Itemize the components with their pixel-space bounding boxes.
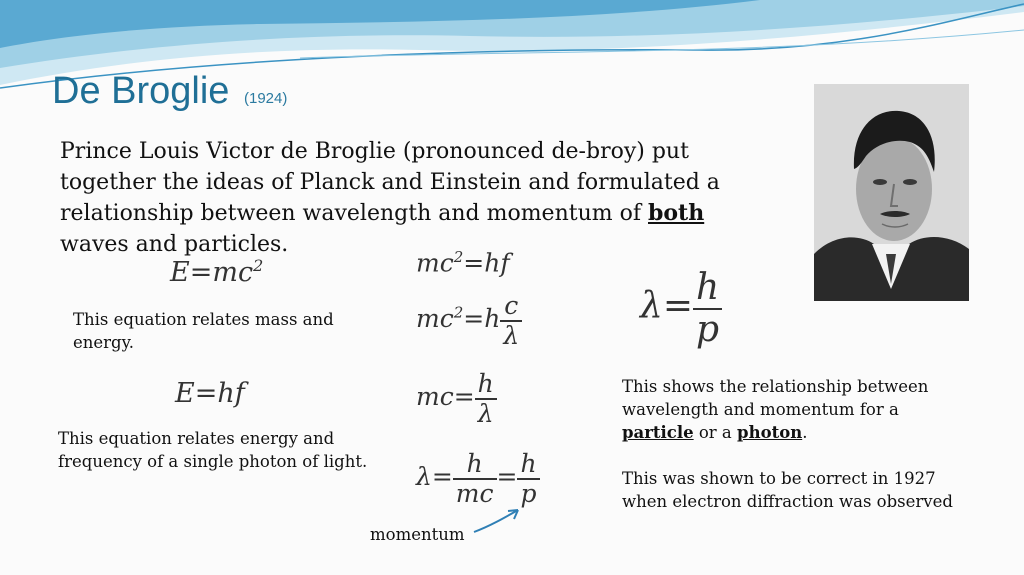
momentum-arrow — [470, 500, 530, 540]
slide-title — [52, 70, 287, 113]
equation-lambda-h-p: λ= $\frac{h}{p}$ — [640, 268, 722, 349]
particle-word: particle — [622, 423, 694, 442]
intro-text-end: waves and particles. — [60, 232, 289, 257]
equation-e-mc2: $E=mc^2$ — [170, 256, 264, 288]
portrait-photo — [814, 84, 969, 301]
intro-paragraph — [60, 136, 760, 260]
momentum-label: momentum — [370, 525, 465, 544]
intro-text-start: Prince Louis Victor de Broglie (pronounced de-broy) put together the ideas of Planck and Einstein and formulated a relationship between wavelength and momentum of — [60, 139, 720, 226]
note-relationship: This shows the relationship between wavelength and momentum for a particle or a photon. — [622, 377, 929, 442]
equation-mc2-hc-lambda: $mc^2=h$ $\frac{c}{\lambda}$ — [416, 292, 522, 349]
photon-word: photon — [737, 423, 803, 442]
equation-mc-h-lambda: mc= $\frac{h}{\lambda}$ — [416, 370, 497, 427]
intro-emphasis: both — [648, 200, 705, 226]
title-text: De Broglie — [52, 70, 230, 112]
note-energy-frequency: This equation relates energy and frequency of a single photon of light. — [58, 429, 368, 471]
note-electron-diffraction: This was shown to be correct in 1927 when electron diffraction was observed — [622, 469, 953, 511]
equation-mc2-hf: $mc^2=hf$ — [416, 248, 510, 278]
equation-lambda-h-mc-h-p: λ= $\frac{h}{mc}$ = $\frac{h}{p}$ — [416, 450, 540, 507]
title-year: (1924) — [243, 90, 288, 107]
note-mass-energy: This equation relates mass and energy. — [73, 310, 334, 352]
equation-e-hf: E=hf — [175, 378, 245, 409]
